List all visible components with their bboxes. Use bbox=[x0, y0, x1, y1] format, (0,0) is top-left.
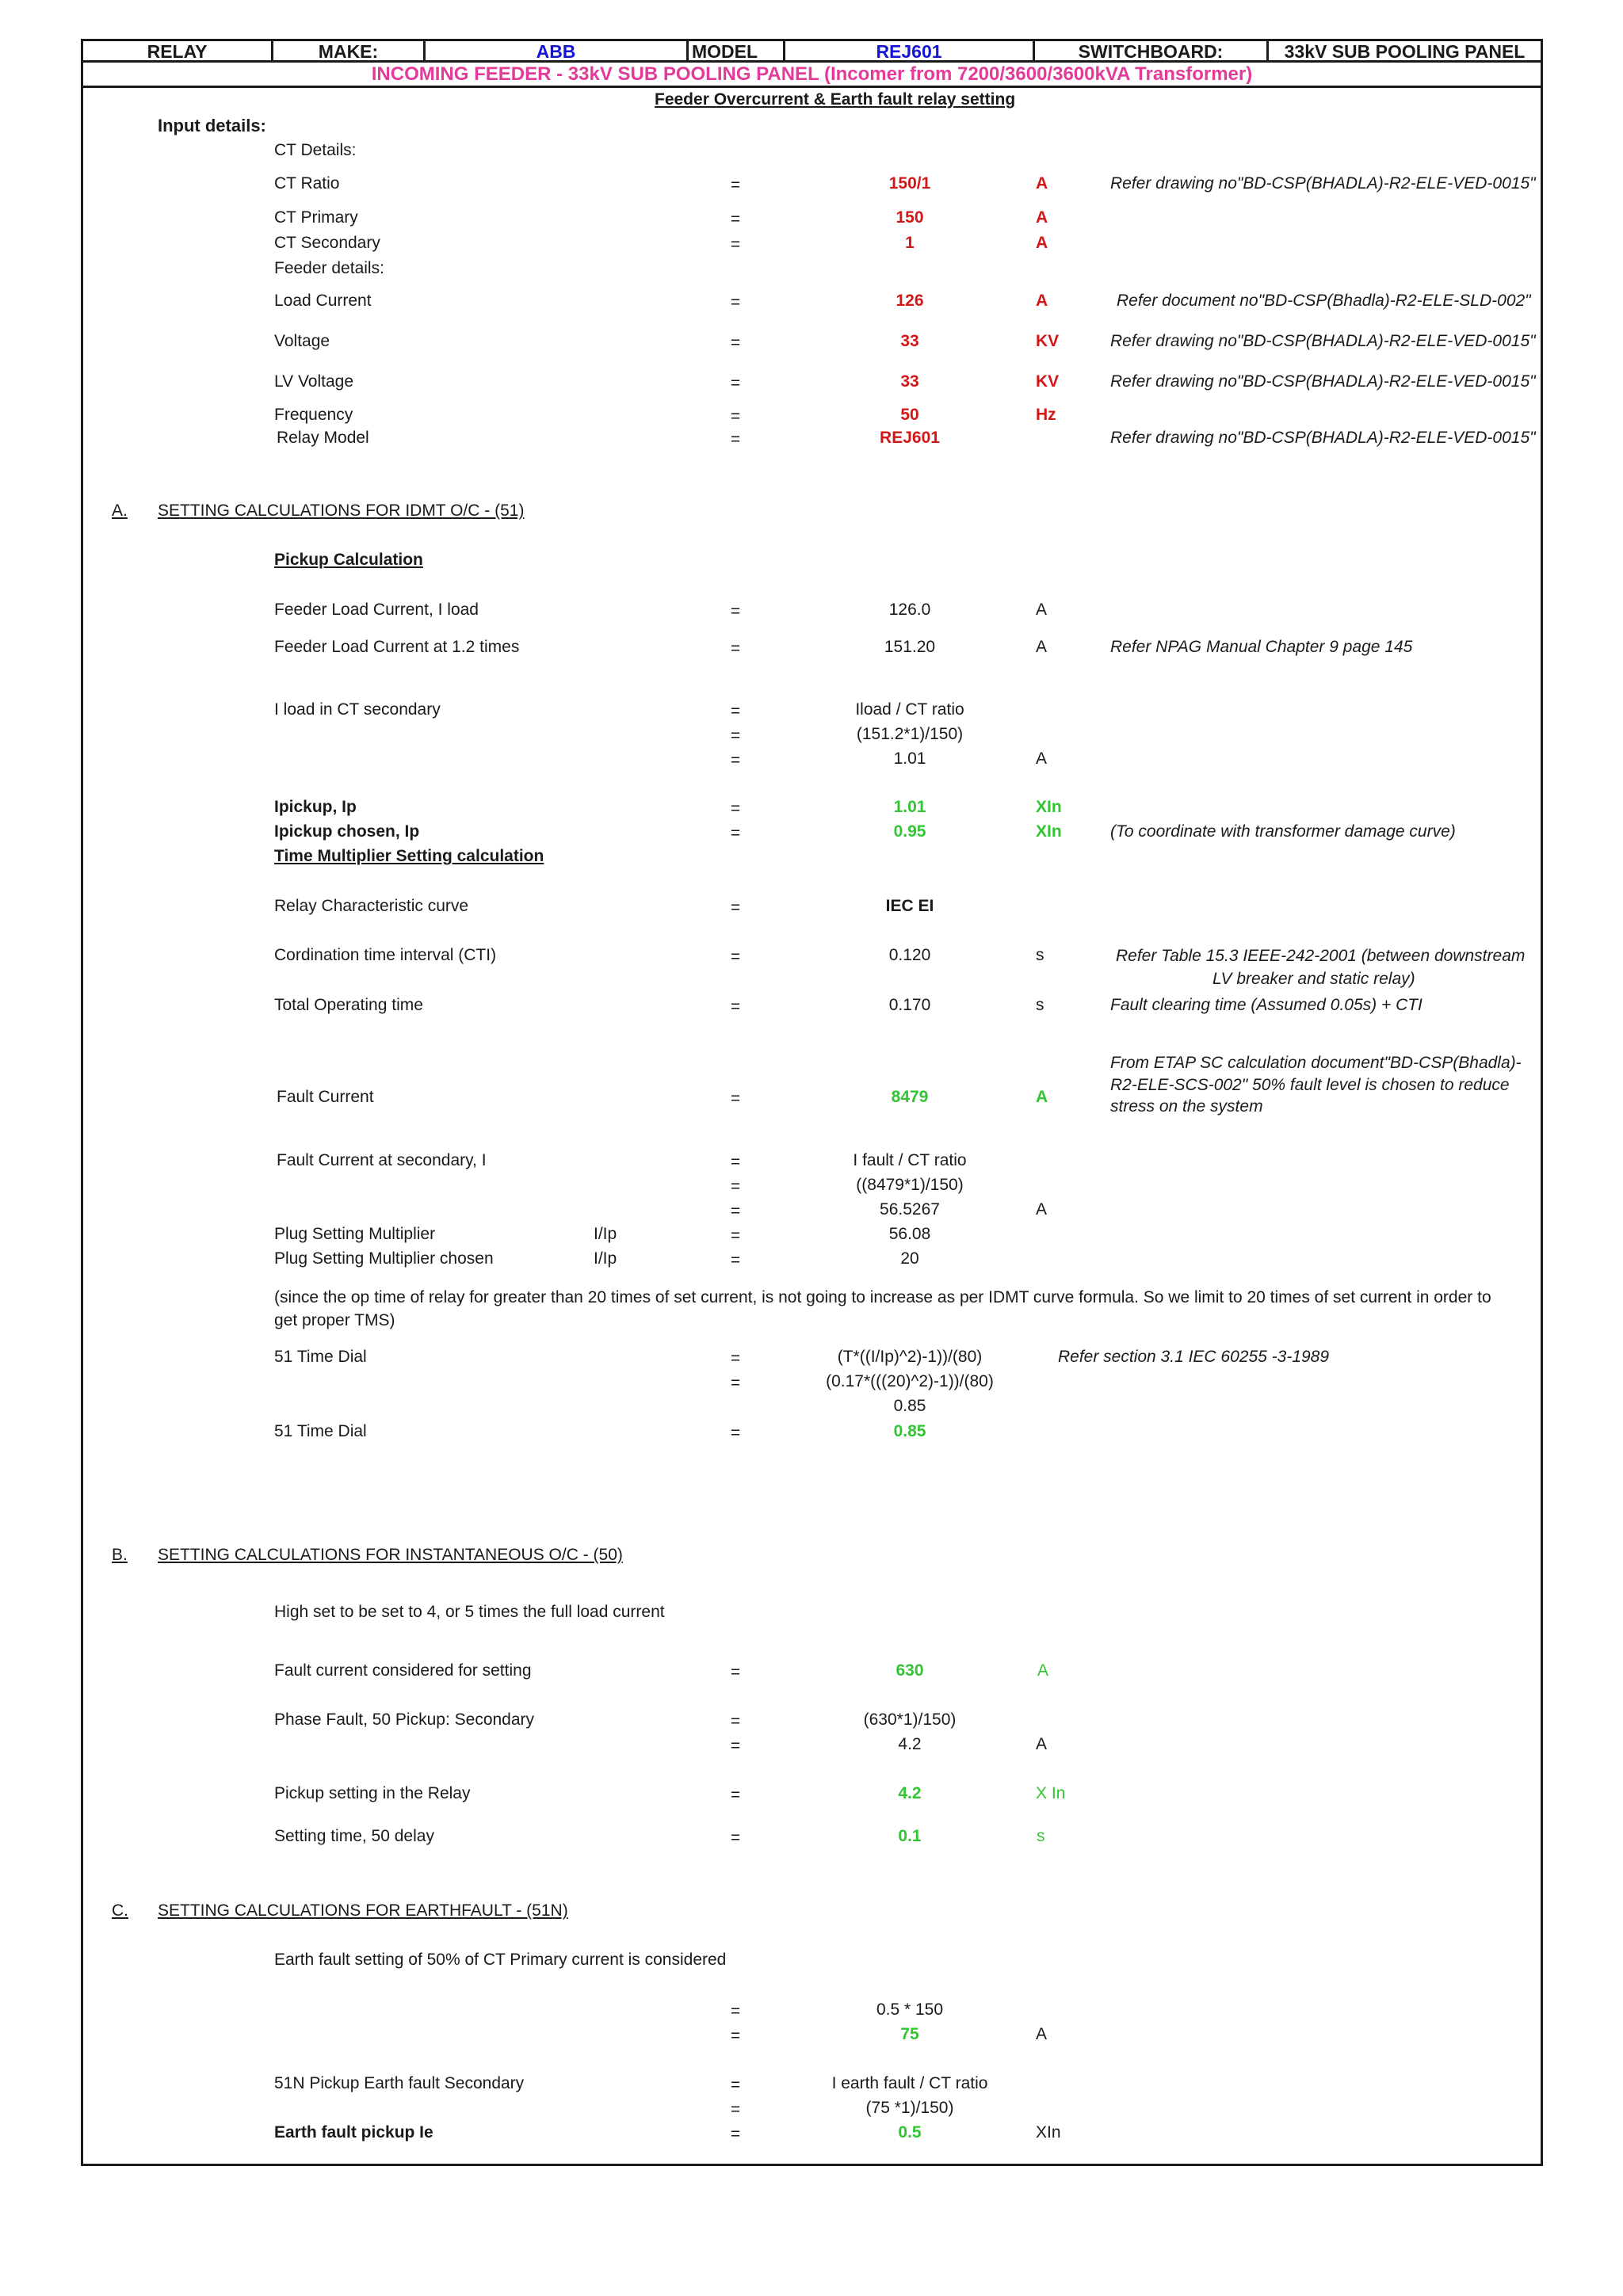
eq-sign: = bbox=[730, 727, 741, 745]
psm-chosen-label: Plug Setting Multiplier chosen bbox=[274, 1249, 494, 1268]
eq-sign: = bbox=[730, 602, 741, 620]
b-fault-unit: A bbox=[1037, 1661, 1049, 1680]
phase-fault-unit: A bbox=[1036, 1735, 1048, 1753]
time-dial-formula-2: (0.17*(((20)^2)-1))/(80) bbox=[826, 1372, 994, 1390]
iload-ct-formula-1: Iload / CT ratio bbox=[855, 700, 964, 719]
eq-sign: = bbox=[730, 799, 741, 818]
doc-title: Feeder Overcurrent & Earth fault relay setting bbox=[655, 90, 1016, 109]
ef-formula-2-unit: A bbox=[1036, 2025, 1048, 2043]
switchboard-label: SWITCHBOARD: bbox=[1035, 41, 1269, 60]
eq-sign: = bbox=[730, 824, 741, 842]
b-pickup-label: Pickup setting in the Relay bbox=[274, 1784, 471, 1802]
ipickup-label: Ipickup, Ip bbox=[274, 798, 357, 816]
ef-note: Earth fault setting of 50% of CT Primary current is considered bbox=[274, 1951, 727, 1969]
eq-sign: = bbox=[730, 1786, 741, 1804]
fault-current-unit: A bbox=[1036, 1088, 1048, 1106]
ct-secondary-label: CT Secondary bbox=[274, 234, 380, 252]
b-delay-unit: s bbox=[1037, 1827, 1045, 1845]
time-dial-label: 51 Time Dial bbox=[274, 1348, 367, 1366]
eq-sign: = bbox=[730, 1153, 741, 1171]
eq-sign: = bbox=[730, 1251, 741, 1269]
eq-sign: = bbox=[730, 898, 741, 917]
ef-sec-formula-1: I earth fault / CT ratio bbox=[831, 2074, 988, 2092]
ct-ratio-label: CT Ratio bbox=[274, 174, 340, 193]
b-pickup-value: 4.2 bbox=[898, 1784, 922, 1802]
eq-sign: = bbox=[730, 702, 741, 720]
eq-sign: = bbox=[730, 334, 741, 352]
total-op-ref: Fault clearing time (Assumed 0.05s) + CTI bbox=[1110, 996, 1423, 1014]
eq-sign: = bbox=[730, 997, 741, 1016]
ef-formula-1: 0.5 * 150 bbox=[876, 2000, 944, 2019]
feeder-load-unit: A bbox=[1036, 601, 1048, 619]
eq-sign: = bbox=[730, 1712, 741, 1730]
time-dial-ref: Refer section 3.1 IEC 60255 -3-1989 bbox=[1058, 1348, 1330, 1366]
frequency-unit: Hz bbox=[1036, 406, 1056, 424]
ct-secondary-value: 1 bbox=[905, 234, 915, 252]
relay-model-label: Relay Model bbox=[277, 429, 369, 447]
ct-ratio-value: 150/1 bbox=[888, 174, 931, 193]
eq-sign: = bbox=[730, 639, 741, 658]
eq-sign: = bbox=[730, 1424, 741, 1442]
fault-sec-label: Fault Current at secondary, I bbox=[277, 1151, 487, 1169]
voltage-ref: Refer drawing no"BD-CSP(BHADLA)-R2-ELE-VED-0015" bbox=[1110, 332, 1536, 350]
psm-value: 56.08 bbox=[888, 1225, 931, 1243]
section-b-title: SETTING CALCULATIONS FOR INSTANTANEOUS O/C - (50) bbox=[158, 1546, 623, 1564]
fault-sec-formula-3: 56.5267 bbox=[880, 1200, 940, 1219]
eq-sign: = bbox=[730, 407, 741, 425]
eq-sign: = bbox=[730, 1374, 741, 1392]
eq-sign: = bbox=[730, 293, 741, 311]
ct-primary-unit: A bbox=[1036, 208, 1048, 227]
lv-voltage-label: LV Voltage bbox=[274, 372, 354, 391]
fault-ref-line-1: From ETAP SC calculation document"BD-CSP(Bhadla)- bbox=[1110, 1054, 1522, 1072]
ef-pickup-value: 0.5 bbox=[898, 2123, 922, 2142]
lv-voltage-unit: KV bbox=[1036, 372, 1060, 391]
b-fault-value: 630 bbox=[896, 1661, 924, 1680]
relay-label: RELAY bbox=[83, 41, 273, 60]
tms-heading: Time Multiplier Setting calculation bbox=[274, 847, 544, 865]
make-label: MAKE: bbox=[273, 41, 426, 60]
lv-voltage-value: 33 bbox=[900, 372, 919, 391]
eq-sign: = bbox=[730, 751, 741, 769]
relay-model-value: REJ601 bbox=[880, 429, 940, 447]
eq-sign: = bbox=[730, 430, 741, 448]
iload-ct-formula-3: 1.01 bbox=[893, 749, 926, 768]
make-value: ABB bbox=[426, 41, 689, 60]
total-op-label: Total Operating time bbox=[274, 996, 423, 1014]
eq-sign: = bbox=[730, 374, 741, 392]
psm-chosen-value: 20 bbox=[900, 1249, 919, 1268]
total-op-value: 0.170 bbox=[888, 996, 931, 1014]
eq-sign: = bbox=[730, 210, 741, 228]
pickup-heading: Pickup Calculation bbox=[274, 551, 423, 569]
load-current-ref: Refer document no"BD-CSP(Bhadla)-R2-ELE-SLD-002" bbox=[1117, 292, 1531, 310]
load-current-label: Load Current bbox=[274, 292, 372, 310]
model-value: REJ601 bbox=[785, 41, 1035, 60]
section-c-letter: C. bbox=[112, 1901, 128, 1920]
fault-ref-line-2: R2-ELE-SCS-002" 50% fault level is chosen to reduce bbox=[1110, 1076, 1510, 1094]
fault-current-label: Fault Current bbox=[277, 1088, 374, 1106]
feeder-load12-value: 151.20 bbox=[884, 638, 936, 656]
input-heading: Input details: bbox=[158, 116, 266, 135]
b-fault-label: Fault current considered for setting bbox=[274, 1661, 532, 1680]
curve-label: Relay Characteristic curve bbox=[274, 897, 469, 915]
eq-sign: = bbox=[730, 1737, 741, 1755]
time-dial-final-value: 0.85 bbox=[893, 1422, 926, 1440]
iload-ct-unit: A bbox=[1036, 749, 1048, 768]
ct-secondary-unit: A bbox=[1036, 234, 1048, 252]
eq-sign: = bbox=[730, 1829, 741, 1847]
psm-ratio: I/Ip bbox=[594, 1225, 617, 1243]
load-current-value: 126 bbox=[896, 292, 924, 310]
eq-sign: = bbox=[730, 176, 741, 194]
eq-sign: = bbox=[730, 2076, 741, 2094]
ef-formula-2: 75 bbox=[900, 2025, 919, 2043]
eq-sign: = bbox=[730, 1089, 741, 1108]
frequency-label: Frequency bbox=[274, 406, 353, 424]
voltage-unit: KV bbox=[1036, 332, 1060, 350]
ct-details-label: CT Details: bbox=[274, 141, 357, 159]
model-label: MODEL bbox=[689, 41, 785, 60]
cti-label: Cordination time interval (CTI) bbox=[274, 946, 497, 964]
curve-value: IEC EI bbox=[885, 897, 934, 915]
feeder-load-label: Feeder Load Current, I load bbox=[274, 601, 479, 619]
phase-fault-formula-1: (630*1)/150) bbox=[863, 1711, 957, 1729]
header-row bbox=[81, 39, 1543, 63]
feeder-load12-ref: Refer NPAG Manual Chapter 9 page 145 bbox=[1110, 638, 1413, 656]
panel-subtitle: INCOMING FEEDER - 33kV SUB POOLING PANEL (Incomer from 7200/3600/3600kVA Transformer) bbox=[81, 63, 1543, 88]
ef-pickup-unit: XIn bbox=[1036, 2123, 1061, 2142]
b-delay-label: Setting time, 50 delay bbox=[274, 1827, 434, 1845]
ct-ratio-unit: A bbox=[1036, 174, 1048, 193]
cti-unit: s bbox=[1036, 946, 1044, 964]
psm-chosen-ratio: I/Ip bbox=[594, 1249, 617, 1268]
eq-sign: = bbox=[730, 948, 741, 966]
ipickup-chosen-label: Ipickup chosen, Ip bbox=[274, 822, 420, 841]
iload-ct-label: I load in CT secondary bbox=[274, 700, 441, 719]
time-dial-formula-1: (T*((I/Ip)^2)-1))/(80) bbox=[837, 1348, 983, 1366]
voltage-value: 33 bbox=[900, 332, 919, 350]
ipickup-chosen-value: 0.95 bbox=[893, 822, 926, 841]
section-a-letter: A. bbox=[112, 502, 128, 520]
cti-ref-line-2: LV breaker and static relay) bbox=[1212, 970, 1415, 988]
iload-ct-formula-2: (151.2*1)/150) bbox=[856, 725, 964, 743]
feeder-load12-label: Feeder Load Current at 1.2 times bbox=[274, 638, 520, 656]
feeder-load12-unit: A bbox=[1036, 638, 1048, 656]
eq-sign: = bbox=[730, 1663, 741, 1681]
eq-sign: = bbox=[730, 2002, 741, 2020]
highset-note: High set to be set to 4, or 5 times the full load current bbox=[274, 1603, 665, 1621]
fault-sec-formula-2: ((8479*1)/150) bbox=[856, 1176, 964, 1194]
ct-primary-value: 150 bbox=[896, 208, 924, 227]
psm-note: (since the op time of relay for greater than 20 times of set current, is not going to increase as per IDMT curve formula. So we limit to 20 times of set current in order to get proper TMS) bbox=[274, 1288, 1491, 1329]
total-op-unit: s bbox=[1036, 996, 1044, 1014]
ct-primary-label: CT Primary bbox=[274, 208, 358, 227]
ef-sec-formula-2: (75 *1)/150) bbox=[865, 2099, 954, 2117]
b-delay-value: 0.1 bbox=[898, 1827, 922, 1845]
section-c-title: SETTING CALCULATIONS FOR EARTHFAULT - (51N) bbox=[158, 1901, 568, 1920]
ct-ratio-ref: Refer drawing no"BD-CSP(BHADLA)-R2-ELE-VED-0015" bbox=[1110, 174, 1536, 193]
eq-sign: = bbox=[730, 1226, 741, 1245]
fault-ref-line-3: stress on the system bbox=[1110, 1097, 1263, 1116]
fault-current-value: 8479 bbox=[891, 1088, 929, 1106]
ef-sec-label: 51N Pickup Earth fault Secondary bbox=[274, 2074, 525, 2092]
b-pickup-unit: X In bbox=[1036, 1784, 1066, 1802]
cti-value: 0.120 bbox=[888, 946, 931, 964]
frequency-value: 50 bbox=[900, 406, 919, 424]
lv-voltage-ref: Refer drawing no"BD-CSP(BHADLA)-R2-ELE-VED-0015" bbox=[1110, 372, 1536, 391]
eq-sign: = bbox=[730, 235, 741, 254]
fault-sec-formula-1: I fault / CT ratio bbox=[853, 1151, 967, 1169]
feeder-details-label: Feeder details: bbox=[274, 259, 384, 277]
time-dial-final-label: 51 Time Dial bbox=[274, 1422, 367, 1440]
phase-fault-label: Phase Fault, 50 Pickup: Secondary bbox=[274, 1711, 535, 1729]
voltage-label: Voltage bbox=[274, 332, 330, 350]
relay-model-ref: Refer drawing no"BD-CSP(BHADLA)-R2-ELE-VED-0015" bbox=[1110, 429, 1536, 447]
psm-label: Plug Setting Multiplier bbox=[274, 1225, 436, 1243]
eq-sign: = bbox=[730, 2027, 741, 2045]
eq-sign: = bbox=[730, 2100, 741, 2119]
ef-pickup-label: Earth fault pickup Ie bbox=[274, 2123, 433, 2142]
eq-sign: = bbox=[730, 1349, 741, 1367]
ipickup-value: 1.01 bbox=[893, 798, 926, 816]
fault-sec-unit: A bbox=[1036, 1200, 1048, 1219]
switchboard-value: 33kV SUB POOLING PANEL bbox=[1284, 41, 1526, 60]
ipickup-chosen-unit: XIn bbox=[1036, 822, 1062, 841]
section-a-title: SETTING CALCULATIONS FOR IDMT O/C - (51) bbox=[158, 502, 525, 520]
ipickup-chosen-ref: (To coordinate with transformer damage curve) bbox=[1110, 822, 1456, 841]
phase-fault-formula-2: 4.2 bbox=[898, 1735, 922, 1753]
eq-sign: = bbox=[730, 1177, 741, 1196]
eq-sign: = bbox=[730, 1202, 741, 1220]
feeder-load-value: 126.0 bbox=[888, 601, 931, 619]
ipickup-unit: XIn bbox=[1036, 798, 1062, 816]
cti-ref-line-1: Refer Table 15.3 IEEE-242-2001 (between downstream bbox=[1116, 947, 1526, 965]
time-dial-formula-3: 0.85 bbox=[893, 1397, 926, 1415]
section-b-letter: B. bbox=[112, 1546, 128, 1564]
eq-sign: = bbox=[730, 2125, 741, 2143]
load-current-unit: A bbox=[1036, 292, 1048, 310]
